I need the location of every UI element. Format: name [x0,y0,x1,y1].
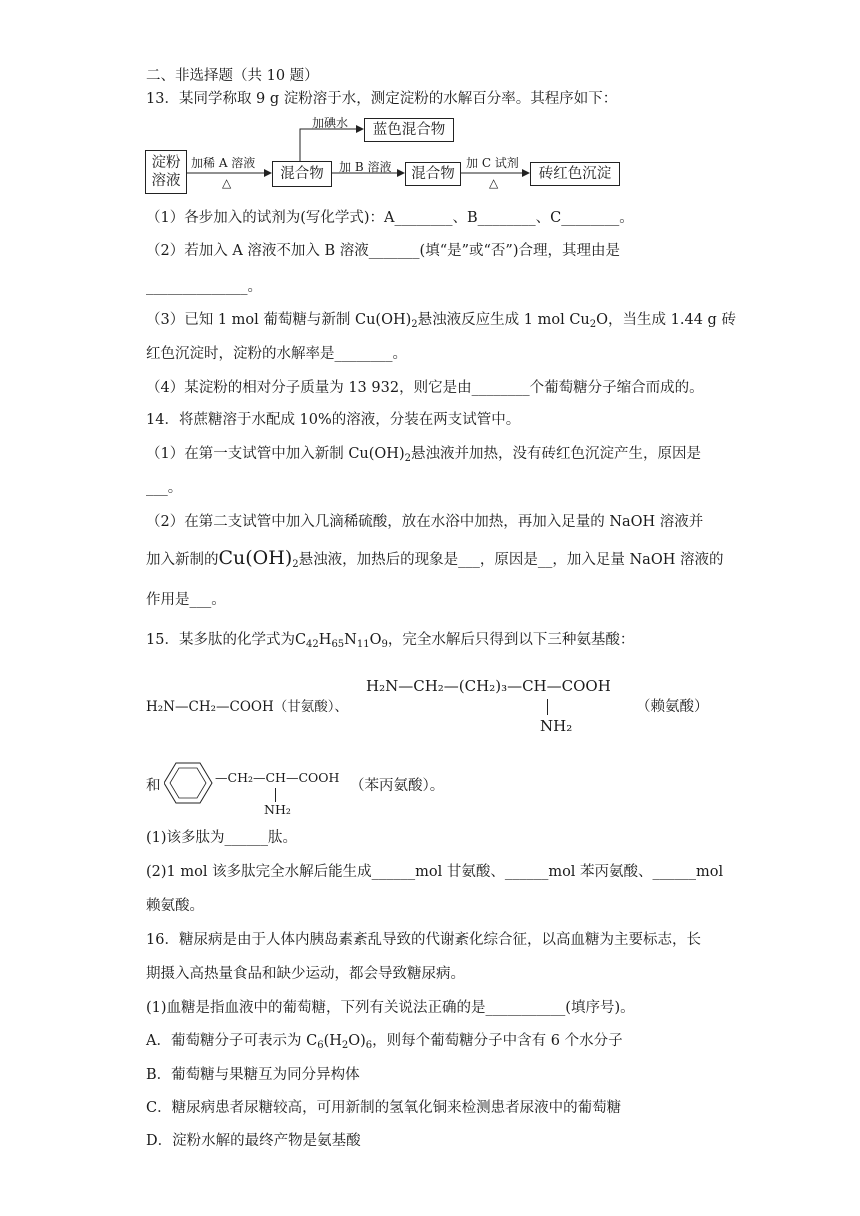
q13-part1: （1）各步加入的试剂为(写化学式)：A________、B________、C________。 [146,210,634,226]
q13-part4: （4）某淀粉的相对分子质量为 13 932，则它是由________个葡萄糖分子缩合而成的。 [146,380,704,396]
q15-stem-d: O [369,632,382,648]
q14-part2-text-b: 悬浊液，加热后的现象是___，原因是__，加入足量 NaOH 溶液的 [298,552,724,568]
q13-part3-line2: 红色沉淀时，淀粉的水解率是________。 [146,346,407,362]
subscript: 42 [306,639,319,650]
q13-part3-text-a: （3）已知 1 mol 葡萄糖与新制 Cu(OH) [146,312,412,328]
q14-stem: 14．将蔗糖溶于水配成 10%的溶液，分装在两支试管中。 [146,412,521,428]
q13-part3-text-b: 悬浊液反应生成 1 mol Cu [417,312,590,328]
option-a-text-d: ，则每个葡萄糖分子中含有 6 个水分子 [372,1033,623,1049]
q15-stem-b: H [318,632,332,648]
subscript: 2 [341,1040,349,1051]
step-c-label: 加 C 试剂 [466,156,519,170]
q14-part1-text-a: （1）在第一支试管中加入新制 Cu(OH) [146,446,405,462]
q15-part2: (2)1 mol 该多肽完全水解后能生成______mol 甘氨酸、______mol 苯丙氨酸、______mol [146,864,724,880]
lysine-formula: H₂N—CH₂—(CH₂)₃—CH—COOH [366,677,611,695]
and-text: 和 [146,778,161,794]
q15-part2-cont: 赖氨酸。 [146,898,204,914]
phenylalanine-amino-group: NH₂ [264,802,291,817]
q16-option-a [146,1031,623,1051]
option-a-text-a: A．葡萄糖分子可表示为 C [146,1033,318,1049]
subscript: 9 [381,639,388,650]
subscript: 6 [317,1040,324,1051]
q13-flow-diagram [140,112,640,192]
mixture-box-2: 混合物 [405,162,461,186]
subscript: 2 [404,453,411,464]
q16-stem-line2: 期摄入高热量食品和缺少运动，都会导致糖尿病。 [146,966,465,982]
benzene-ring-icon [164,760,214,806]
q14-part2-line3: 作用是___。 [146,592,226,608]
step-b-label: 加 B 溶液 [339,160,392,174]
section-title: 二、非选择题（共 10 题） [146,68,319,84]
subscript: 2 [589,319,597,330]
q14-part2-line2 [146,548,723,570]
q14-part1-line1 [146,444,701,464]
q15-stem [146,630,634,650]
q13-part3-line1 [146,310,736,330]
subscript: 65 [331,639,345,650]
q16-option-b: B．葡萄糖与果糖互为同分异构体 [146,1067,360,1083]
option-a-text-c: O) [348,1033,366,1049]
mixture-box-1: 混合物 [272,161,332,187]
starch-solution-line1: 淀粉 [151,155,181,171]
q14-part2-line1: （2）在第二支试管中加入几滴稀硫酸，放在水浴中加热，再加入足量的 NaOH 溶液并 [146,514,704,530]
lysine-amino-group: NH₂ [540,717,573,735]
starch-solution-line2: 溶液 [151,173,181,189]
option-a-text-b: (H [323,1033,342,1049]
subscript: 11 [356,639,370,650]
copper-hydroxide-formula: Cu(OH) [218,547,293,569]
q14-part2-text-a: 加入新制的 [146,552,219,568]
q15-stem-e: ，完全水解后只得到以下三种氨基酸： [387,632,635,648]
brick-red-precipitate-box: 砖红色沉淀 [530,162,620,186]
heat-symbol-2: △ [489,176,499,190]
subscript: 6 [365,1040,373,1051]
q15-stem-a: 15．某多肽的化学式为C [146,632,307,648]
blue-mixture-box: 蓝色混合物 [364,118,454,142]
heat-symbol-1: △ [222,176,232,190]
q13-part2: （2）若加入 A 溶液不加入 B 溶液_______(填“是”或“否”)合理，其理由是 [146,243,621,259]
lysine-bond [547,699,548,715]
q15-stem-c: N [344,632,357,648]
q16-option-c: C．糖尿病患者尿糖较高，可用新制的氢氧化铜来检测患者尿液中的葡萄糖 [146,1100,622,1116]
q13-stem: 13．某同学称取 9 g 淀粉溶于水，测定淀粉的水解百分率。其程序如下： [146,91,618,107]
starch-solution-box [145,150,187,194]
q14-part1-line2: ___。 [146,480,183,496]
q16-stem-line1: 16．糖尿病是由于人体内胰岛素紊乱导致的代谢紊化综合征，以高血糖为主要标志，长 [146,932,701,948]
phenylalanine-chain: —CH₂—CH—COOH [215,770,340,785]
subscript: 2 [292,559,299,570]
subscript: 2 [411,319,418,330]
q14-part1-text-b: 悬浊液并加热，没有砖红色沉淀产生，原因是 [411,446,701,462]
q13-part3-text-c: O，当生成 1.44 g 砖 [596,312,736,328]
q16-option-d: D．淀粉水解的最终产物是氨基酸 [146,1133,361,1149]
q16-part1: (1)血糖是指血液中的葡萄糖，下列有关说法正确的是___________(填序号)。 [146,1000,635,1016]
phenylalanine-name: （苯丙氨酸）。 [350,778,445,794]
glycine-formula: H₂N—CH₂—COOH（甘氨酸）、 [146,699,348,715]
q13-part2-cont: ______________。 [146,279,262,295]
q15-part1: (1)该多肽为______肽。 [146,830,298,846]
iodine-label: 加碘水 [312,116,349,130]
lysine-name: （赖氨酸） [636,699,709,715]
step-a-label: 加稀 A 溶液 [191,156,256,170]
